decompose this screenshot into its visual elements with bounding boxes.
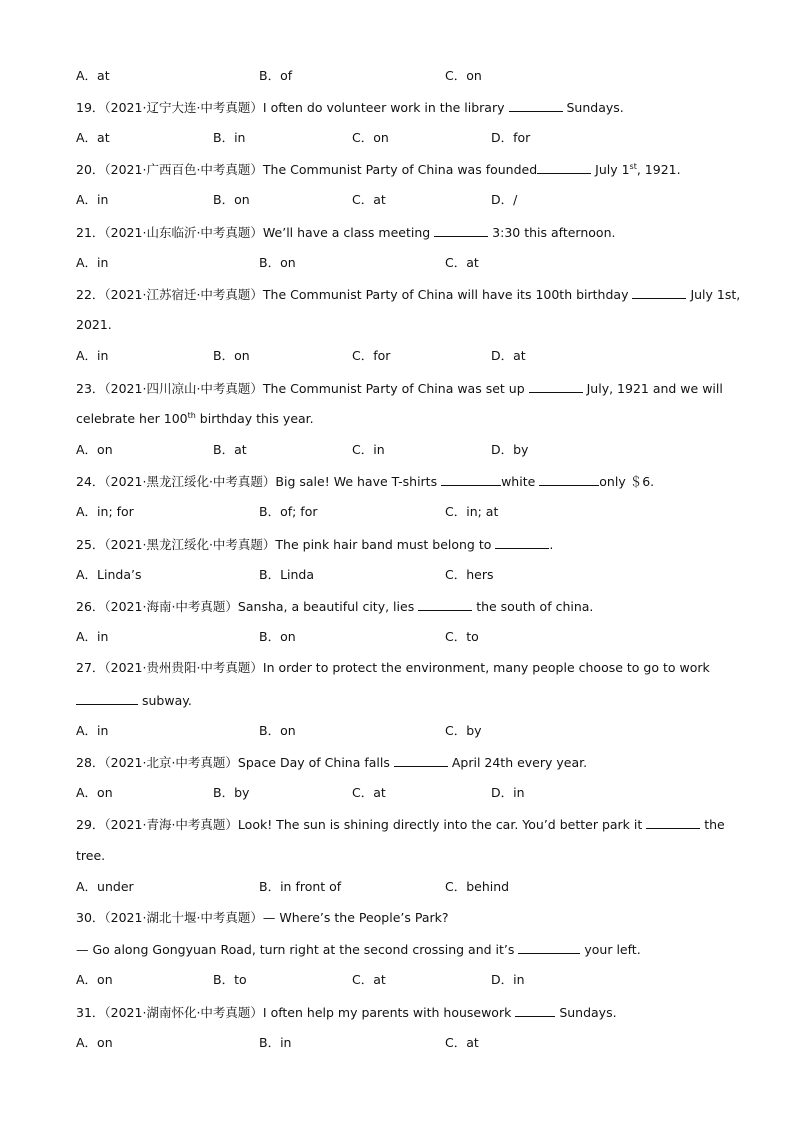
q23-stem-line2	[76, 411, 314, 427]
q25-stem	[76, 536, 553, 553]
q24-text-mid: white	[501, 474, 536, 489]
q24-text: Big sale! We have T-shirts	[275, 474, 438, 489]
q25-text-end: .	[549, 537, 554, 552]
q19-source: （2021·辽宁大连·中考真题）	[104, 100, 263, 115]
q19-option-c[interactable]: C．on	[352, 130, 389, 145]
q25-blank	[495, 536, 549, 549]
q19-option-a[interactable]: A．at	[76, 130, 110, 145]
q28-option-b[interactable]: B．by	[213, 785, 250, 800]
q23-blank	[529, 380, 583, 393]
q27-option-c[interactable]: C．by	[445, 723, 482, 738]
q27-text: In order to protect the environment, many people choose to go to work	[262, 660, 710, 675]
q21-blank	[434, 224, 488, 237]
q23-text-end: July, 1921 and we will	[586, 381, 723, 396]
q20-option-c[interactable]: C．at	[352, 192, 386, 207]
q19-number: 19．	[76, 100, 105, 115]
q21-source: （2021·山东临沂·中考真题）	[104, 225, 263, 240]
q19-option-d[interactable]: D．for	[491, 130, 531, 145]
q26-option-a[interactable]: A．in	[76, 629, 109, 644]
q27-source: （2021·贵州贵阳·中考真题）	[104, 660, 263, 675]
q22-option-c[interactable]: C．for	[352, 348, 391, 363]
q28-source: （2021·北京·中考真题）	[104, 755, 238, 770]
q31-blank	[515, 1004, 555, 1017]
q29-stem	[76, 816, 725, 833]
q18-option-a[interactable]: A．at	[76, 68, 110, 83]
q30-line2-end: your left.	[584, 942, 641, 957]
q22-text-date: July 1st,	[690, 287, 741, 302]
q23-text: The Communist Party of China was set up	[262, 381, 525, 396]
q29-source: （2021·青海·中考真题）	[104, 817, 238, 832]
q29-blank	[646, 816, 700, 829]
q26-text: Sansha, a beautiful city, lies	[237, 599, 415, 614]
q24-option-b[interactable]: B．of; for	[259, 504, 318, 519]
q28-option-d[interactable]: D．in	[491, 785, 525, 800]
q25-option-a[interactable]: A．Linda’s	[76, 567, 142, 582]
q25-number: 25．	[76, 537, 105, 552]
q22-option-a[interactable]: A．in	[76, 348, 109, 363]
q23-stem	[76, 380, 723, 397]
q23-option-d[interactable]: D．by	[491, 442, 529, 457]
q19-text-end: Sundays.	[566, 100, 624, 115]
q29-number: 29．	[76, 817, 105, 832]
q24-option-c[interactable]: C．in; at	[445, 504, 499, 519]
q26-option-c[interactable]: C．to	[445, 629, 479, 644]
q23-sup: th	[187, 410, 196, 420]
q27-option-a[interactable]: A．in	[76, 723, 109, 738]
q24-option-a[interactable]: A．in; for	[76, 504, 134, 519]
q20-stem	[76, 161, 681, 178]
q29-text-end: the	[704, 817, 725, 832]
q21-text: We’ll have a class meeting	[262, 225, 431, 240]
q20-number: 20．	[76, 162, 105, 177]
q23-option-a[interactable]: A．on	[76, 442, 113, 457]
q26-stem	[76, 598, 593, 615]
q29-option-a[interactable]: A．under	[76, 879, 134, 894]
q26-source: （2021·海南·中考真题）	[104, 599, 238, 614]
q30-stem	[76, 910, 449, 926]
q30-option-b[interactable]: B．to	[213, 972, 247, 987]
q20-source: （2021·广西百色·中考真题）	[104, 162, 263, 177]
q28-blank	[394, 754, 448, 767]
q26-number: 26．	[76, 599, 105, 614]
q19-blank	[509, 99, 563, 112]
q27-line2-text: subway.	[141, 693, 192, 708]
q31-number: 31．	[76, 1005, 105, 1020]
q29-option-b[interactable]: B．in front of	[259, 879, 342, 894]
q19-option-b[interactable]: B．in	[213, 130, 246, 145]
q28-text-end: April 24th every year.	[451, 755, 588, 770]
q20-text: The Communist Party of China was founded	[262, 162, 538, 177]
q20-text-date: July 1	[595, 162, 630, 177]
q22-option-b[interactable]: B．on	[213, 348, 250, 363]
q28-text: Space Day of China falls	[237, 755, 390, 770]
q31-text: I often help my parents with housework	[262, 1005, 512, 1020]
q23-option-b[interactable]: B．at	[213, 442, 247, 457]
q18-option-c[interactable]: C．on	[445, 68, 482, 83]
q24-blank-1	[441, 473, 501, 486]
q31-option-c[interactable]: C．at	[445, 1035, 479, 1050]
q22-number: 22．	[76, 287, 105, 302]
q22-text: The Communist Party of China will have its 100th birthday	[262, 287, 629, 302]
q23-number: 23．	[76, 381, 105, 396]
q28-number: 28．	[76, 755, 105, 770]
q31-option-b[interactable]: B．in	[259, 1035, 292, 1050]
q23-line2-text: celebrate her 100	[76, 411, 188, 426]
q30-option-d[interactable]: D．in	[491, 972, 525, 987]
q19-text: I often do volunteer work in the library	[262, 100, 505, 115]
q31-source: （2021·湖南怀化·中考真题）	[104, 1005, 263, 1020]
q30-blank	[518, 941, 580, 954]
q28-option-c[interactable]: C．at	[352, 785, 386, 800]
q29-text: Look! The sun is shining directly into the car. You’d better park it	[237, 817, 643, 832]
q20-option-b[interactable]: B．on	[213, 192, 250, 207]
q25-text: The pink hair band must belong to	[275, 537, 492, 552]
q21-number: 21．	[76, 225, 105, 240]
q27-blank	[76, 692, 138, 705]
q27-stem-line2	[76, 692, 192, 709]
q25-source: （2021·黑龙江绥化·中考真题）	[104, 537, 276, 552]
q24-stem	[76, 473, 654, 490]
q20-option-a[interactable]: A．in	[76, 192, 109, 207]
q20-sup: st	[629, 161, 637, 171]
q24-source: （2021·黑龙江绥化·中考真题）	[104, 474, 276, 489]
q24-text-end: only ＄6.	[599, 474, 655, 489]
q30-source: （2021·湖北十堰·中考真题）	[104, 910, 263, 925]
q22-stem	[76, 286, 740, 303]
q26-text-end: the south of china.	[476, 599, 594, 614]
q23-line2-end: birthday this year.	[195, 411, 314, 426]
q31-text-end: Sundays.	[559, 1005, 617, 1020]
q25-option-b[interactable]: B．Linda	[259, 567, 315, 582]
q31-stem	[76, 1004, 617, 1021]
q27-stem	[76, 660, 710, 676]
q30-stem-line2	[76, 941, 641, 958]
q21-text-end: 3:30 this afternoon.	[492, 225, 616, 240]
q29-stem-line2: tree.	[76, 848, 106, 863]
q27-number: 27．	[76, 660, 105, 675]
q23-source: （2021·四川凉山·中考真题）	[104, 381, 263, 396]
q19-stem	[76, 99, 624, 116]
q23-option-c[interactable]: C．in	[352, 442, 385, 457]
q30-line2-text: — Go along Gongyuan Road, turn right at the second crossing and it’s	[76, 942, 515, 957]
q20-option-d[interactable]: D．/	[491, 192, 518, 207]
q24-number: 24．	[76, 474, 105, 489]
q27-option-b[interactable]: B．on	[259, 723, 296, 738]
q22-stem-line2: 2021.	[76, 317, 112, 332]
q30-number: 30．	[76, 910, 105, 925]
q25-option-c[interactable]: C．hers	[445, 567, 494, 582]
q28-option-a[interactable]: A．on	[76, 785, 113, 800]
q21-stem	[76, 224, 615, 241]
q21-option-c[interactable]: C．at	[445, 255, 479, 270]
q22-source: （2021·江苏宿迁·中考真题）	[104, 287, 263, 302]
q30-text: — Where’s the People’s Park?	[262, 910, 449, 925]
q18-option-b[interactable]: B．of	[259, 68, 293, 83]
q31-option-a[interactable]: A．on	[76, 1035, 113, 1050]
q20-blank	[537, 161, 591, 174]
q29-option-c[interactable]: C．behind	[445, 879, 510, 894]
q22-blank	[632, 286, 686, 299]
q20-text-end: , 1921.	[636, 162, 681, 177]
q30-option-a[interactable]: A．on	[76, 972, 113, 987]
q24-blank-2	[539, 473, 599, 486]
q22-option-d[interactable]: D．at	[491, 348, 526, 363]
q21-option-b[interactable]: B．on	[259, 255, 296, 270]
q28-stem	[76, 754, 587, 771]
q26-blank	[418, 598, 472, 611]
q26-option-b[interactable]: B．on	[259, 629, 296, 644]
q30-option-c[interactable]: C．at	[352, 972, 386, 987]
q21-option-a[interactable]: A．in	[76, 255, 109, 270]
